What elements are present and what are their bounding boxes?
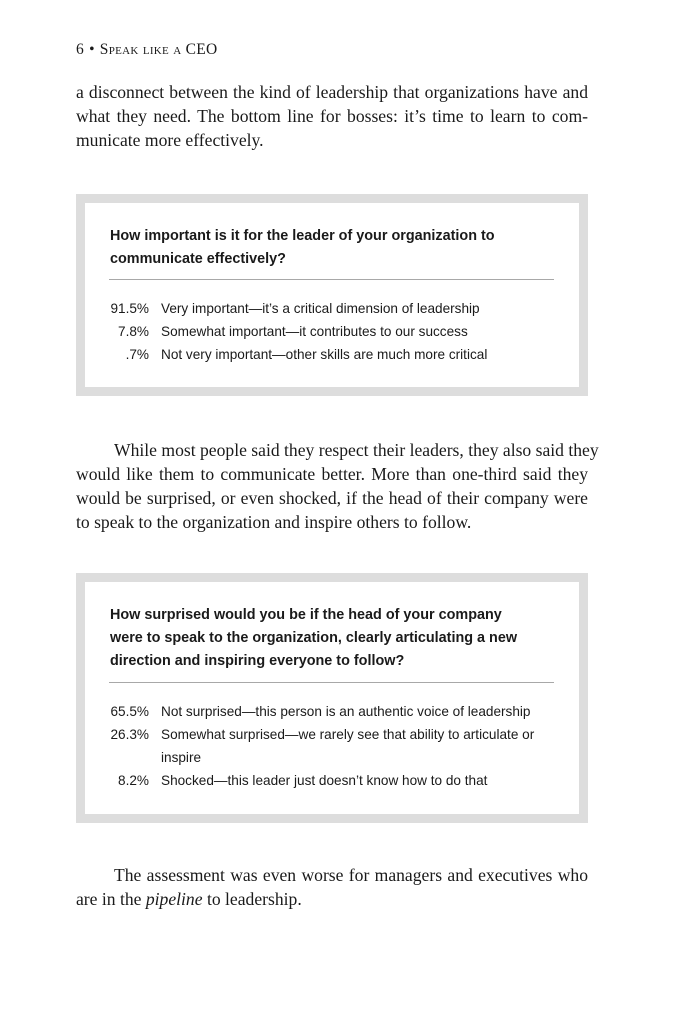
answer-row (109, 700, 559, 723)
answer-percent: .7% (125, 347, 149, 362)
paragraph-line: would like them to communicate better. More than one-third said they (76, 464, 588, 484)
question-line: communicate effectively? (110, 251, 286, 267)
question-line: How surprised would you be if the head of your company (110, 607, 502, 623)
answer-row (109, 723, 559, 769)
body-paragraph-3 (76, 863, 588, 911)
page-number: 6 (76, 41, 85, 58)
line-text: to leadership. (202, 889, 302, 909)
answer-text: Shocked—this leader just doesn’t know how to do that (161, 773, 488, 788)
emphasis-pipeline: pipeline (145, 889, 203, 909)
book-title: Speak like a CEO (99, 41, 218, 58)
survey-question (110, 225, 560, 271)
survey-answers (109, 700, 559, 792)
paragraph-line: municate more effectively. (76, 130, 264, 150)
question-line: were to speak to the organization, clearly articulating a new (110, 630, 518, 646)
paragraph-line (76, 887, 588, 911)
paragraph-line: The assessment was even worse for managers and executives who (114, 865, 588, 885)
answer-percent: 26.3% (110, 727, 149, 742)
survey-divider (109, 682, 554, 683)
body-paragraph-1 (76, 80, 588, 152)
answer-percent: 7.8% (118, 324, 149, 339)
question-line: direction and inspiring everyone to follow? (110, 653, 405, 669)
running-head (76, 41, 218, 59)
body-paragraph-2 (76, 438, 599, 534)
line-text: are in the (76, 889, 146, 909)
answer-text: Not very important—other skills are much more critical (161, 347, 488, 362)
answer-text: Very important—it’s a critical dimension of leadership (161, 301, 480, 316)
paragraph-line: to speak to the organization and inspire others to follow. (76, 512, 472, 532)
survey-question (110, 604, 560, 673)
paragraph-line: what they need. The bottom line for bosses: it’s time to learn to com- (76, 106, 588, 126)
separator-bullet: • (89, 41, 95, 58)
answer-percent: 91.5% (110, 301, 149, 316)
answer-text: Somewhat surprised—we rarely see that ability to articulate or inspire (161, 727, 535, 765)
survey-answers (109, 297, 559, 366)
question-line: How important is it for the leader of your organization to (110, 228, 495, 244)
paragraph-line: While most people said they respect their leaders, they also said they (114, 440, 599, 460)
paragraph-line: a disconnect between the kind of leadership that organizations have and (76, 82, 588, 102)
answer-row (109, 769, 559, 792)
answer-row (109, 320, 559, 343)
paragraph-line: would be surprised, or even shocked, if the head of their company were (76, 488, 588, 508)
answer-text: Not surprised—this person is an authentic voice of leadership (161, 704, 531, 719)
answer-row (109, 343, 559, 366)
survey-box-importance (76, 194, 588, 396)
answer-row (109, 297, 559, 320)
answer-text: Somewhat important—it contributes to our success (161, 324, 468, 339)
survey-divider (109, 279, 554, 280)
answer-percent: 65.5% (110, 704, 149, 719)
answer-percent: 8.2% (118, 773, 149, 788)
survey-box-surprise (76, 573, 588, 823)
